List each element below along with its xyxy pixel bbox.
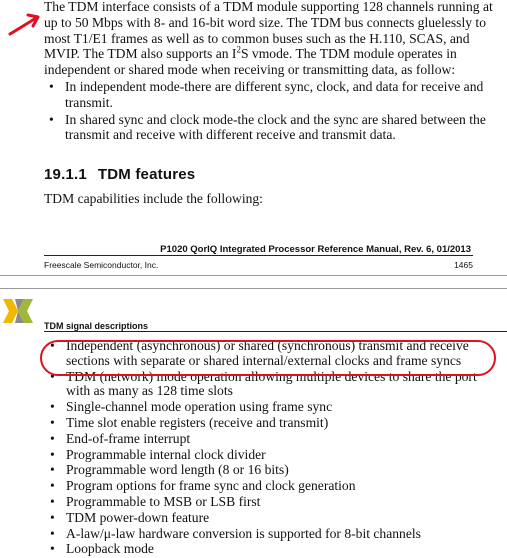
list-item: • Programmable internal clock divider	[48, 448, 498, 463]
list-item: • Program options for frame sync and clock generation	[48, 479, 498, 494]
page-divider	[0, 275, 507, 289]
list-item: • Programmable word length (8 or 16 bits)	[48, 463, 498, 478]
red-circle-annotation	[40, 340, 496, 376]
nxp-logo-icon	[3, 299, 33, 323]
list-item: • Programmable to MSB or LSB first	[48, 495, 498, 510]
section-heading	[44, 166, 195, 183]
bottom-manual-page	[0, 289, 507, 557]
footer-rule	[44, 255, 473, 256]
list-item: • Single-channel mode operation using frame sync	[48, 400, 498, 415]
superscript: 2	[236, 44, 241, 55]
list-item: • Independent (asynchronous) or shared (synchronous) transmit and receive sections with separate or shared internal/external clocks and frame syncs	[48, 339, 498, 369]
footer-page-number: 1465	[454, 260, 473, 270]
list-item: • TDM (network) mode operation allowing multiple devices to share the port with as many as 128 time slots	[48, 370, 498, 400]
list-item: • A-law/μ-law hardware conversion is supported for 8-bit channels	[48, 527, 498, 542]
header-rule	[44, 331, 507, 332]
list-item: • Time slot enable registers (receive and transmit)	[48, 416, 498, 431]
list-item: • Loopback mode	[48, 542, 498, 557]
section-title: TDM features	[97, 166, 196, 183]
intro-paragraph: The TDM interface consists of a TDM module supporting 128 channels running at up to 50 Mbps with 8- and 16-bit word size. The TDM bus connects gluelessly to most T1/E1 frames as well as to common buses such as the H.110, SCAS, and MVIP. The TDM also supports an $I^2S$ vmode. The TDM module operates in independent or shared mode when receiving or transmitting data, as follow:	[44, 0, 493, 78]
section-intro: TDM capabilities include the following:	[44, 191, 263, 206]
running-head: TDM signal descriptions	[44, 321, 149, 331]
mode-list	[47, 79, 495, 144]
red-arrow-annotation	[6, 6, 42, 38]
top-manual-page	[0, 0, 507, 275]
list-item: • In independent mode-there are different sync, clock, and data for receive and transmit.	[47, 79, 495, 111]
section-number: 19.1.1	[44, 166, 87, 183]
list-item: • TDM power-down feature	[48, 511, 498, 526]
footer-manual-title: P1020 QorIQ Integrated Processor Reference Manual, Rev. 6, 01/2013	[160, 244, 471, 255]
list-item: • In shared sync and clock mode-the clock and the sync are shared between the transmit and receive with different receive and transmit data.	[47, 112, 495, 144]
footer-company: Freescale Semiconductor, Inc.	[44, 260, 159, 270]
list-item: • End-of-frame interrupt	[48, 432, 498, 447]
